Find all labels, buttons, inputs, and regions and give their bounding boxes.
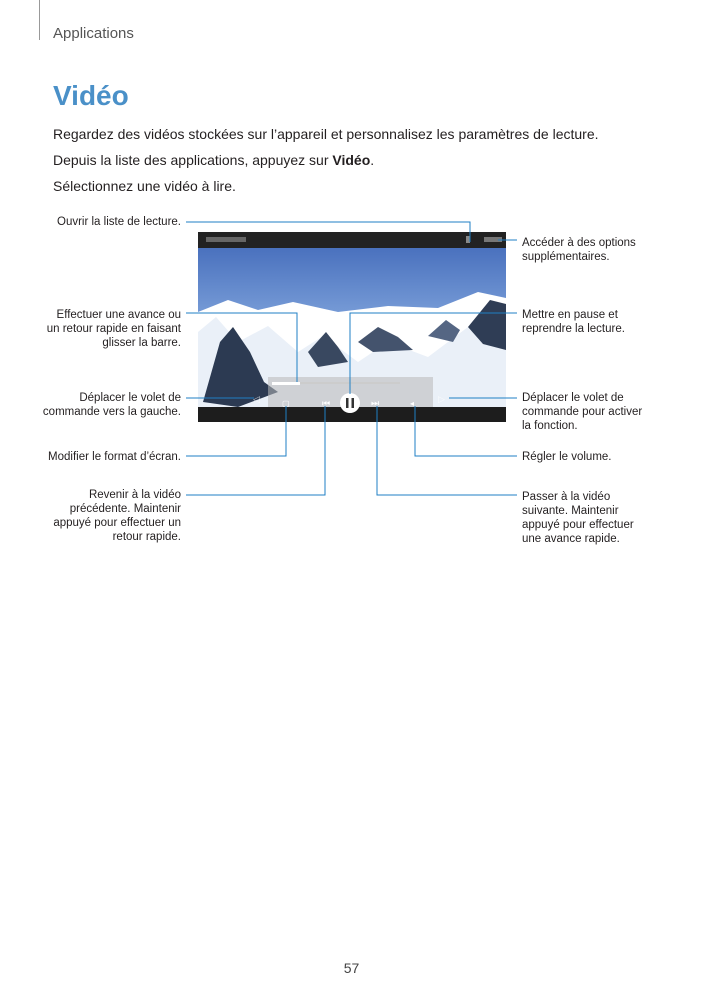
- leader-pause: [350, 313, 517, 394]
- callout-panel-left: Déplacer le volet de commande vers la gauche.: [42, 392, 181, 418]
- callout-volume: Régler le volume.: [522, 451, 612, 463]
- instruction-app-name: Vidéo: [332, 152, 371, 168]
- callout-panel-activate: Déplacer le volet de commande pour activer la fonction.: [522, 392, 643, 432]
- select-paragraph: Sélectionnez une vidéo à lire.: [53, 178, 236, 194]
- page-title: Vidéo: [53, 80, 129, 111]
- callout-pause: Mettre en pause et reprendre la lecture.: [522, 309, 625, 335]
- section-header: Applications: [53, 25, 134, 42]
- screen-ratio-icon: ▢: [282, 399, 290, 408]
- page-number: 57: [343, 960, 360, 976]
- volume-icon: ◂: [410, 399, 415, 408]
- instruction-suffix: .: [370, 152, 375, 168]
- leader-seek: [186, 313, 297, 382]
- callout-previous: Revenir à la vidéo précédente. Maintenir appuyé pour effectuer un retour rapide.: [53, 489, 181, 543]
- panel-left-icon: ◁: [253, 394, 260, 404]
- previous-icon: ⏮: [322, 398, 331, 408]
- callout-options: Accéder à des options supplémentaires.: [522, 237, 636, 263]
- leader-previous: [186, 406, 325, 495]
- next-icon: ⏭: [371, 398, 380, 408]
- callout-seek: Effectuer une avance ou un retour rapide en faisant glisser la barre.: [46, 309, 181, 349]
- panel-right-icon: ▷: [438, 394, 445, 404]
- leader-playlist: [186, 222, 470, 242]
- leader-volume: [415, 406, 517, 456]
- callout-next: Passer à la vidéo suivante. Maintenir appuyé pour effectuer une avance rapide.: [522, 491, 634, 545]
- instruction-prefix: Depuis la liste des applications, appuyez sur: [53, 152, 333, 168]
- leader-ratio: [186, 406, 286, 456]
- callout-ratio: Modifier le format d’écran.: [48, 451, 181, 463]
- intro-paragraph: Regardez des vidéos stockées sur l’appareil et personnalisez les paramètres de lecture.: [53, 126, 599, 142]
- callout-playlist: Ouvrir la liste de lecture.: [57, 216, 181, 228]
- leader-next: [377, 406, 517, 495]
